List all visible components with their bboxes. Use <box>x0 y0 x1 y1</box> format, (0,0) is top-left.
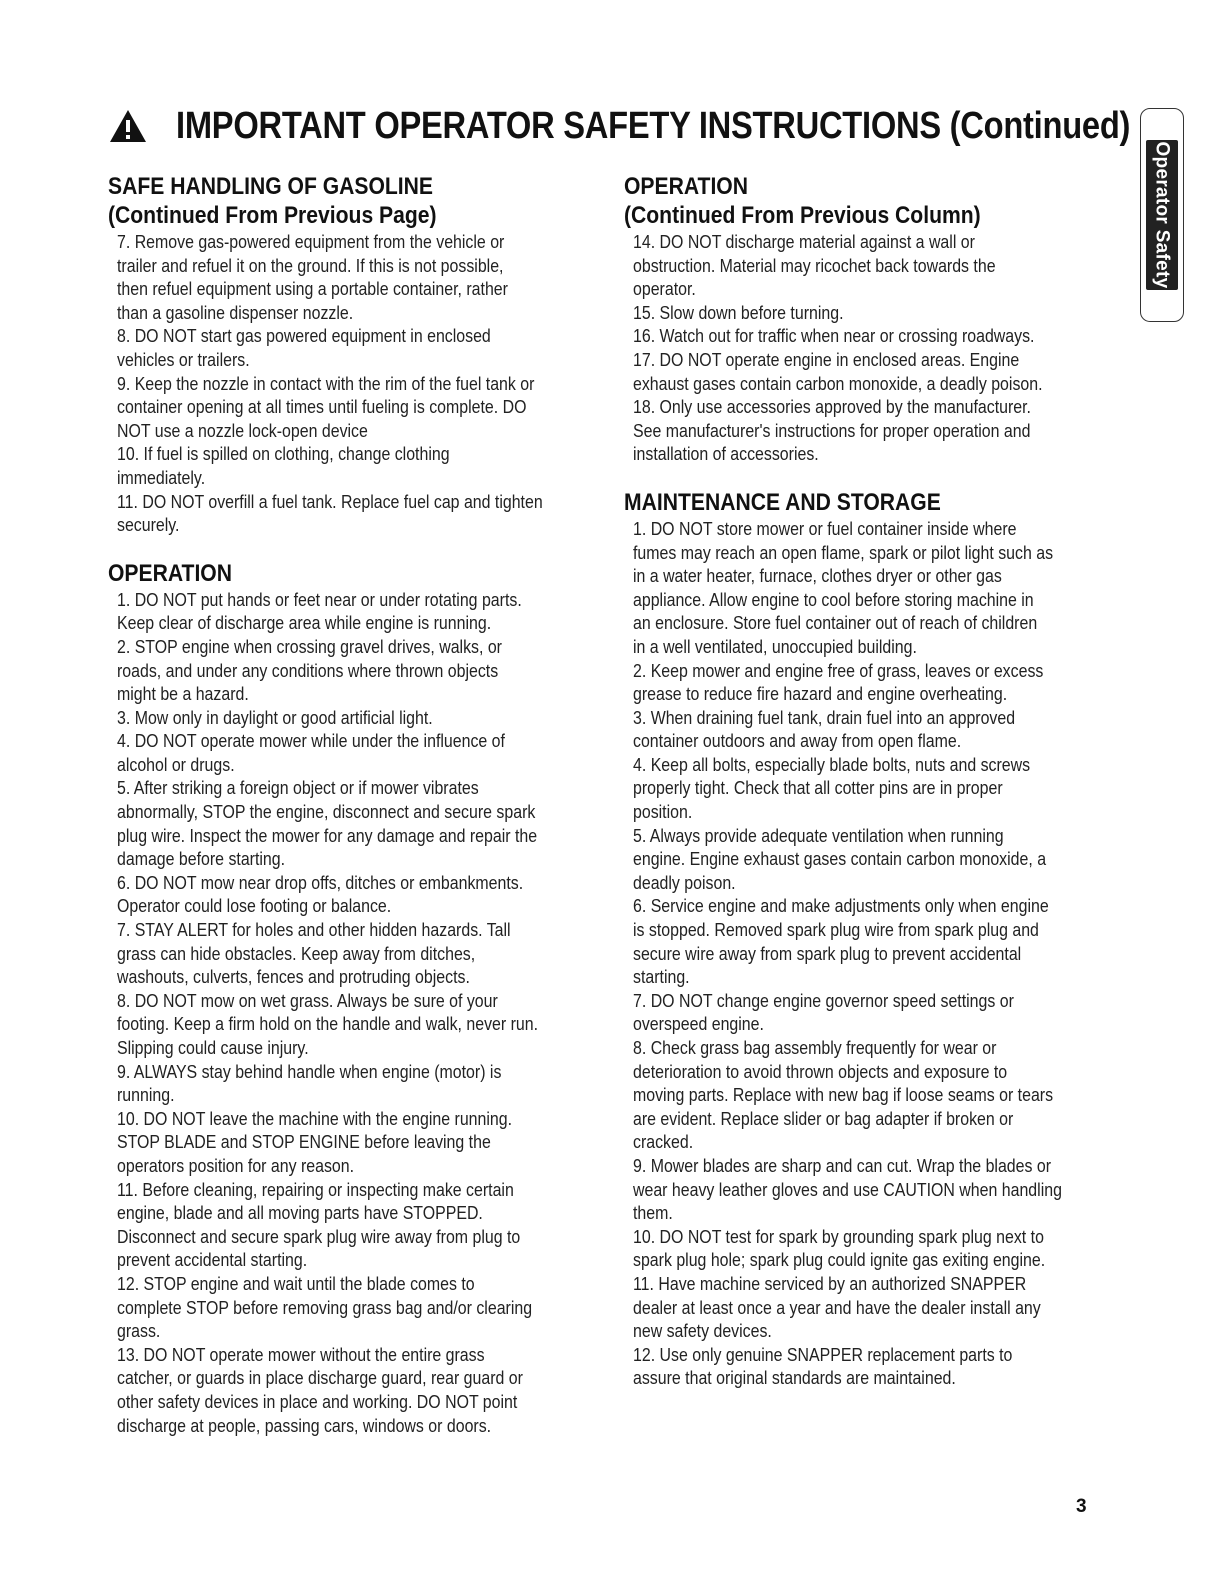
text-line: obstruction. Material may ricochet back towards the <box>633 254 996 276</box>
text-line: container outdoors and away from open flame. <box>633 730 962 752</box>
text-line: might be a hazard. <box>117 683 249 705</box>
operation-cont-heading: OPERATION <box>624 173 748 200</box>
text-line: in a water heater, furnace, clothes dryer or other gas <box>633 565 1002 587</box>
text-line: 11. Before cleaning, repairing or inspecting make certain <box>117 1178 514 1200</box>
text-line: starting. <box>633 966 690 988</box>
text-line: cracked. <box>633 1131 694 1153</box>
text-line: 7. DO NOT change engine governor speed settings or <box>633 989 1014 1011</box>
text-line: than a gasoline dispenser nozzle. <box>117 301 354 323</box>
text-line: operator. <box>633 278 696 300</box>
text-line: running. <box>117 1084 175 1106</box>
text-line: Operator could lose footing or balance. <box>117 895 392 917</box>
maintenance-heading: MAINTENANCE AND STORAGE <box>624 488 941 516</box>
text-line: an enclosure. Store fuel container out of reach of children <box>633 612 1038 634</box>
text-line: trailer and refuel it on the ground. If this is not possible, <box>117 254 504 276</box>
operation-heading: OPERATION <box>108 559 232 587</box>
text-line: 8. DO NOT start gas powered equipment in enclosed <box>117 325 491 347</box>
section-tab-label: Operator Safety <box>1152 141 1174 289</box>
text-line: STOP BLADE and STOP ENGINE before leaving the <box>117 1131 491 1153</box>
page-title: IMPORTANT OPERATOR SAFETY INSTRUCTIONS (Continued) <box>176 104 1131 147</box>
text-line: 4. Keep all bolts, especially blade bolts, nuts and screws <box>633 753 1031 775</box>
text-line: 3. Mow only in daylight or good artificial light. <box>117 706 433 728</box>
text-line: 11. Have machine serviced by an authorized SNAPPER <box>633 1272 1027 1294</box>
text-line: 12. Use only genuine SNAPPER replacement parts to <box>633 1343 1013 1365</box>
text-line: 6. DO NOT mow near drop offs, ditches or embankments. <box>117 871 524 893</box>
text-line: 1. DO NOT put hands or feet near or under rotating parts. <box>117 588 522 610</box>
text-line: 9. ALWAYS stay behind handle when engine (motor) is <box>117 1060 502 1082</box>
text-line: 14. DO NOT discharge material against a wall or <box>633 231 975 252</box>
text-line: Disconnect and secure spark plug wire away from plug to <box>117 1225 521 1247</box>
text-line: 9. Mower blades are sharp and can cut. Wrap the blades or <box>633 1154 1052 1176</box>
text-line: Keep clear of discharge area while engine is running. <box>117 612 492 634</box>
text-line: grass can hide obstacles. Keep away from ditches, <box>117 942 476 964</box>
operation-cont-subheading: (Continued From Previous Column) <box>624 202 981 229</box>
text-line: deadly poison. <box>633 871 736 893</box>
text-line: appliance. Allow engine to cool before storing machine in <box>633 588 1034 610</box>
text-line: Slipping could cause injury. <box>117 1037 309 1058</box>
text-line: 9. Keep the nozzle in contact with the rim of the fuel tank or <box>117 372 535 394</box>
text-line: 11. DO NOT overfill a fuel tank. Replace fuel cap and tighten <box>117 490 543 512</box>
text-line: wear heavy leather gloves and use CAUTION when handling <box>633 1178 1062 1200</box>
text-line: 10. If fuel is spilled on clothing, change clothing <box>117 443 450 465</box>
text-line: secure wire away from spark plug to prevent accidental <box>633 942 1022 964</box>
text-line: discharge at people, passing cars, windows or doors. <box>117 1414 492 1436</box>
text-line: position. <box>633 801 693 823</box>
text-line: washouts, culverts, fences and protruding objects. <box>117 966 470 988</box>
text-line: roads, and under any conditions where thrown objects <box>117 659 499 681</box>
left-column <box>108 172 608 1437</box>
text-line: properly tight. Check that all cotter pins are in proper <box>633 777 1003 799</box>
text-line: damage before starting. <box>117 848 286 870</box>
text-line: engine, blade and all moving parts have STOPPED. <box>117 1202 483 1224</box>
text-line: 13. DO NOT operate mower without the entire grass <box>117 1343 485 1365</box>
text-line: 4. DO NOT operate mower while under the influence of <box>117 730 505 752</box>
text-line: 6. Service engine and make adjustments only when engine <box>633 895 1049 917</box>
text-line: complete STOP before removing grass bag and/or clearing <box>117 1296 533 1318</box>
text-line: dealer at least once a year and have the dealer install any <box>633 1296 1041 1318</box>
right-column <box>624 172 1124 1390</box>
text-line: 18. Only use accessories approved by the manufacturer. <box>633 396 1031 418</box>
section-tab <box>1146 140 1178 290</box>
text-line: engine. Engine exhaust gases contain carbon monoxide, a <box>633 848 1047 870</box>
text-line: 17. DO NOT operate engine in enclosed areas. Engine <box>633 348 1020 370</box>
text-line: catcher, or guards in place discharge guard, rear guard or <box>117 1367 523 1389</box>
text-line: vehicles or trailers. <box>117 348 250 370</box>
gasoline-list <box>108 230 608 537</box>
text-line: NOT use a nozzle lock-open device <box>117 419 368 441</box>
text-line: 2. STOP engine when crossing gravel drives, walks, or <box>117 635 502 657</box>
text-line: 12. STOP engine and wait until the blade comes to <box>117 1272 475 1294</box>
text-line: 5. Always provide adequate ventilation when running <box>633 824 1004 846</box>
text-line: new safety devices. <box>633 1320 772 1342</box>
text-line: footing. Keep a firm hold on the handle and walk, never run. <box>117 1013 539 1035</box>
gasoline-heading: SAFE HANDLING OF GASOLINE <box>108 173 434 200</box>
text-line: assure that original standards are maintained. <box>633 1367 956 1389</box>
text-line: 8. DO NOT mow on wet grass. Always be sure of your <box>117 989 498 1011</box>
text-line: them. <box>633 1202 673 1224</box>
warning-triangle-icon <box>108 108 148 144</box>
text-line: 3. When draining fuel tank, drain fuel into an approved <box>633 706 1016 728</box>
page-number: 3 <box>1076 1496 1087 1517</box>
text-line: 10. DO NOT leave the machine with the engine running. <box>117 1107 513 1129</box>
text-line: grease to reduce fire hazard and engine overheating. <box>633 683 1008 705</box>
text-line: 7. STAY ALERT for holes and other hidden hazards. Tall <box>117 919 511 941</box>
text-line: deterioration to avoid thrown objects and exposure to <box>633 1060 1008 1082</box>
text-line: abnormally, STOP the engine, disconnect and secure spark <box>117 801 536 823</box>
operation-cont-list <box>624 230 1124 466</box>
page-header <box>108 98 1131 154</box>
text-line: 7. Remove gas-powered equipment from the vehicle or <box>117 231 505 252</box>
text-line: grass. <box>117 1320 161 1342</box>
text-line: then refuel equipment using a portable container, rather <box>117 278 508 300</box>
text-line: 2. Keep mower and engine free of grass, leaves or excess <box>633 659 1044 681</box>
text-line: are evident. Replace slider or bag adapter if broken or <box>633 1107 1014 1129</box>
text-line: exhaust gases contain carbon monoxide, a deadly poison. <box>633 372 1043 394</box>
text-line: 15. Slow down before turning. <box>633 301 844 323</box>
text-line: operators position for any reason. <box>117 1154 355 1176</box>
text-line: container opening at all times until fueling is complete. DO <box>117 396 527 418</box>
text-line: alcohol or drugs. <box>117 753 235 775</box>
gasoline-subheading: (Continued From Previous Page) <box>108 202 437 229</box>
text-line: is stopped. Removed spark plug wire from spark plug and <box>633 919 1039 941</box>
text-line: 1. DO NOT store mower or fuel container inside where <box>633 517 1017 539</box>
text-line: securely. <box>117 514 180 536</box>
text-line: plug wire. Inspect the mower for any damage and repair the <box>117 824 538 846</box>
text-line: 5. After striking a foreign object or if mower vibrates <box>117 777 479 799</box>
text-line: 10. DO NOT test for spark by grounding spark plug next to <box>633 1225 1044 1247</box>
text-line: immediately. <box>117 466 206 488</box>
text-line: 16. Watch out for traffic when near or crossing roadways. <box>633 325 1035 347</box>
maintenance-list <box>624 517 1124 1390</box>
text-line: 8. Check grass bag assembly frequently for wear or <box>633 1037 997 1058</box>
text-line: other safety devices in place and working. DO NOT point <box>117 1390 518 1412</box>
text-line: in a well ventilated, unoccupied building. <box>633 635 917 657</box>
text-line: See manufacturer's instructions for proper operation and <box>633 419 1031 441</box>
text-line: moving parts. Replace with new bag if loose seams or tears <box>633 1084 1054 1106</box>
text-line: spark plug hole; spark plug could ignite gas exiting engine. <box>633 1249 1046 1271</box>
text-line: overspeed engine. <box>633 1013 764 1035</box>
operation-list <box>108 588 608 1437</box>
text-line: prevent accidental starting. <box>117 1249 308 1271</box>
text-line: installation of accessories. <box>633 443 819 465</box>
text-line: fumes may reach an open flame, spark or pilot light such as <box>633 541 1054 563</box>
